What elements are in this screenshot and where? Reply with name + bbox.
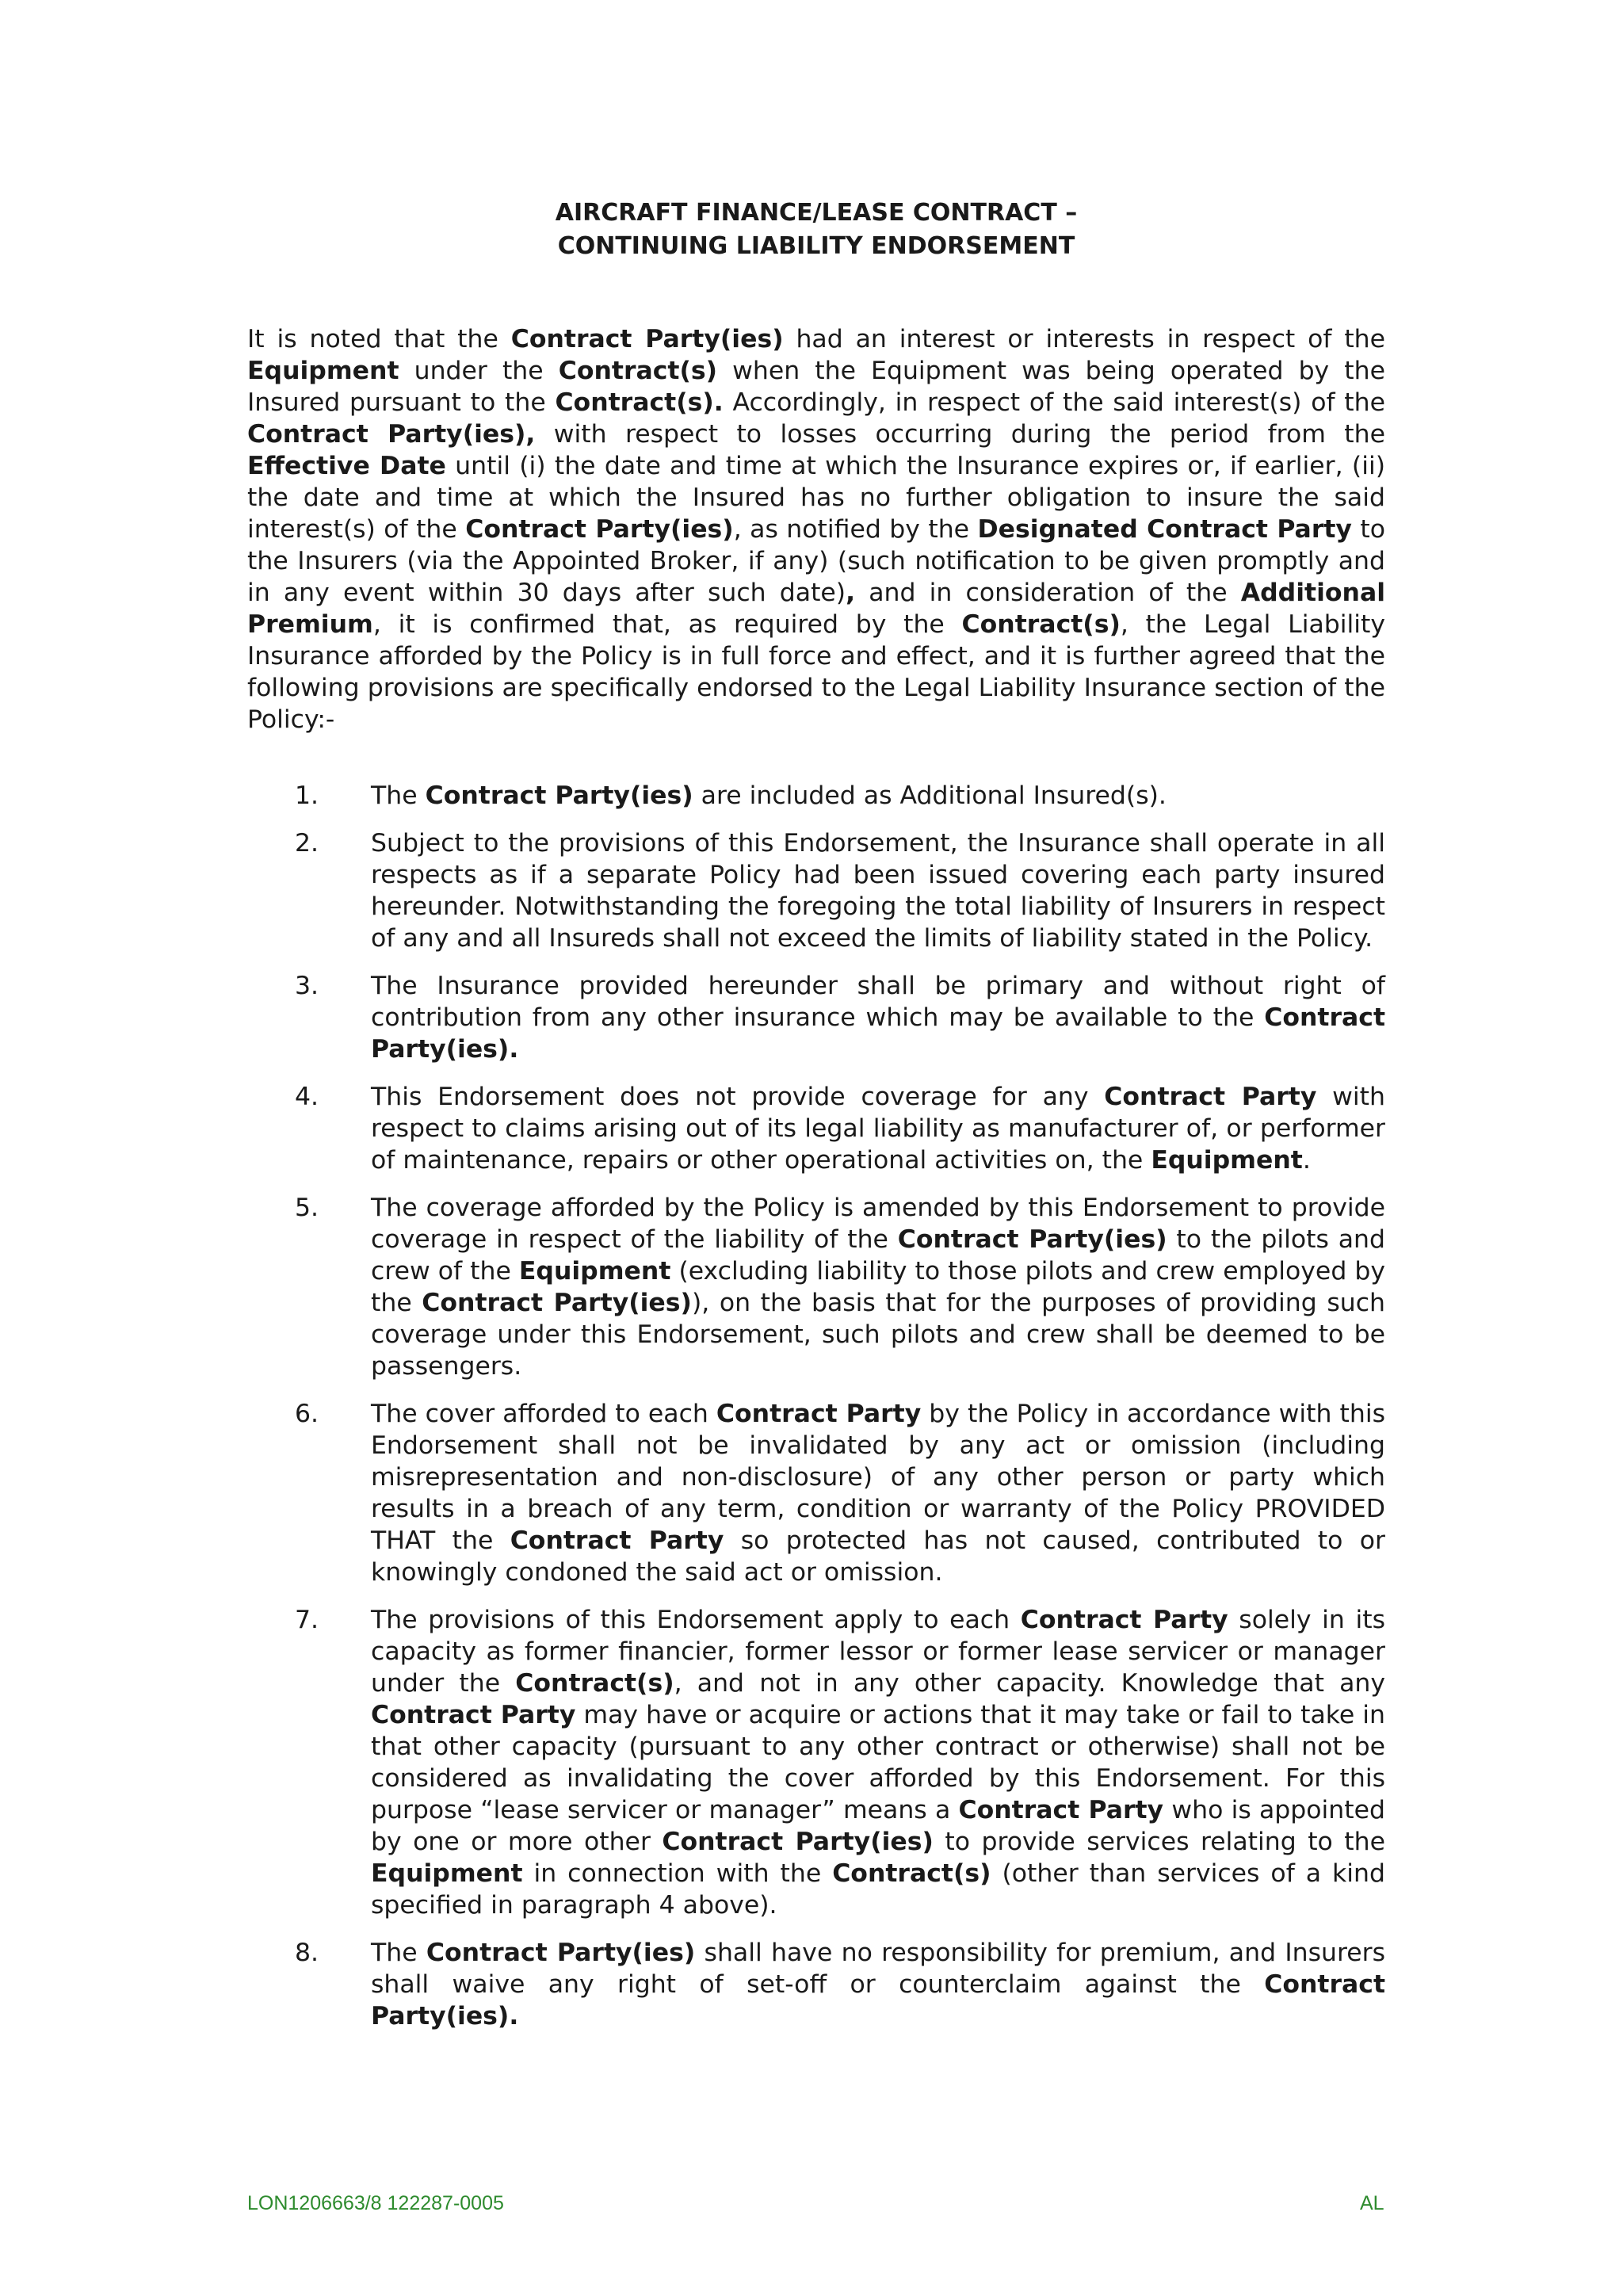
clause-number: 1.	[295, 781, 319, 810]
text-run: to provide services relating to the	[933, 1828, 1385, 1856]
text-run: The provisions of this Endorsement apply to each	[371, 1606, 1021, 1634]
defined-term: Contract Party	[510, 1526, 724, 1555]
clause-text	[371, 827, 1385, 954]
defined-term: Contract Party(ies).	[371, 1003, 1385, 1064]
defined-term: Contract Party(ies)	[465, 515, 734, 544]
clause-text	[371, 1604, 1385, 1921]
text-run: , it is confirmed that, as required by the	[372, 610, 962, 639]
defined-term: Contract(s)	[832, 1859, 991, 1888]
document-title	[247, 197, 1385, 263]
text-run: , as notified by the	[733, 515, 978, 544]
text-run: shall have no responsibility for premium, and Insurers shall waive any right of set-off or counterclaim against the	[371, 1939, 1385, 1999]
text-run: had an interest or interests in respect of the	[783, 325, 1386, 353]
footer-reference: LON1206663/8 122287-0005	[247, 2192, 504, 2214]
text-run: The coverage afforded by the Policy is amended by this Endorsement to provide coverage in respect of the liability of the	[371, 1194, 1385, 1254]
clause-text	[371, 1937, 1385, 2032]
clause-item	[247, 1398, 1385, 1588]
clause-item	[247, 827, 1385, 954]
clause-item	[247, 1937, 1385, 2032]
defined-term: Contract Party	[1020, 1606, 1228, 1634]
defined-term: Contract Party(ies)	[425, 781, 693, 810]
defined-term: Contract Party(ies)	[897, 1225, 1167, 1254]
clause-list	[247, 780, 1385, 2032]
text-run: who is appointed by one or more other	[371, 1796, 1385, 1856]
defined-term: Equipment	[518, 1257, 671, 1286]
clause-text	[371, 780, 1385, 812]
defined-term: Contract Party(ies)	[662, 1828, 934, 1856]
text-run: The	[371, 1939, 426, 1967]
text-run: ), on the basis that for the purposes of providing such coverage under this Endorsement, such pilots and crew shall be deemed to be passengers.	[371, 1289, 1385, 1381]
clause-number: 3.	[295, 972, 319, 1000]
defined-term: Contract Party	[1104, 1083, 1317, 1111]
document-page	[247, 197, 1385, 2048]
text-run: , and not in any other capacity. Knowledge that any	[674, 1669, 1385, 1698]
clause-item	[247, 1604, 1385, 1921]
text-run: Accordingly, in respect of the said interest(s) of the	[723, 388, 1385, 417]
clause-text	[371, 1192, 1385, 1382]
text-run: so protected has not caused, contributed to or knowingly condoned the said act or omission.	[371, 1526, 1385, 1587]
clause-item	[247, 970, 1385, 1065]
defined-term: Contract Party	[716, 1400, 922, 1428]
intro-paragraph	[247, 323, 1385, 735]
clause-text	[371, 1081, 1385, 1176]
defined-term: Designated Contract Party	[977, 515, 1352, 544]
text-run: solely in its capacity as former financier, former lessor or former lease servicer or manager under the	[371, 1606, 1385, 1698]
text-run: with respect to claims arising out of its legal liability as manufacturer of, or performer of maintenance, repairs or other operational activities on, the	[371, 1083, 1385, 1175]
clause-number: 2.	[295, 829, 319, 858]
text-run: under the	[399, 357, 559, 385]
text-run: are included as Additional Insured(s).	[693, 781, 1167, 810]
text-run: Subject to the provisions of this Endorsement, the Insurance shall operate in all respects as if a separate Policy had been issued covering each party insured hereunder. Notwithstanding the foregoing the total liability of Insurers in respect of any and all Insureds shall not exceed the limits of liability stated in the Policy.	[371, 829, 1385, 953]
text-run: in connection with the	[522, 1859, 833, 1888]
clause-number: 7.	[295, 1606, 319, 1634]
clause-number: 8.	[295, 1939, 319, 1967]
text-run: The	[371, 781, 426, 810]
text-run: (other than services of a kind specified in paragraph 4 above).	[371, 1859, 1385, 1920]
defined-term: Equipment	[247, 357, 399, 385]
text-run: The cover afforded to each	[371, 1400, 716, 1428]
clause-item	[247, 1081, 1385, 1176]
clause-text	[371, 970, 1385, 1065]
clause-text	[371, 1398, 1385, 1588]
text-run: to the Insurers (via the Appointed Broker, if any) (such notification to be given promptly and in any event within 30 days after such date)	[247, 515, 1386, 607]
defined-term: Contract Party(ies)	[422, 1289, 692, 1317]
defined-term: Contract Party(ies)	[426, 1939, 696, 1967]
text-run: until (i) the date and time at which the Insurance expires or, if earlier, (ii) the date and time at which the Insured has no further obligation to insure the said interest(s) of the	[247, 452, 1385, 544]
text-run: may have or acquire or actions that it may take or fail to take in that other capacity (pursuant to any other contract or otherwise) shall not be considered as invalidating the cover afforded by this Endorsement. For this purpose “lease servicer or manager” means a	[371, 1701, 1385, 1824]
text-run: The Insurance provided hereunder shall be primary and without right of contribution from any other insurance which may be available to the	[371, 972, 1385, 1032]
footer-initials: AL	[1360, 2192, 1384, 2214]
text-run: by the Policy in accordance with this Endorsement shall not be invalidated by any act or omission (including misrepresentation and non-disclosure) of any other person or party which results in a breach of any term, condition or warranty of the Policy PROVIDED THAT the	[371, 1400, 1385, 1555]
defined-term: Contract Party(ies)	[510, 325, 784, 353]
defined-term: Contract Party	[371, 1701, 576, 1729]
clause-number: 6.	[295, 1400, 319, 1428]
defined-term: Equipment	[371, 1859, 523, 1888]
defined-term: Contract(s)	[558, 357, 718, 385]
clause-item	[247, 1192, 1385, 1382]
defined-term: Contract(s)	[515, 1669, 674, 1698]
defined-term: Contract Party(ies),	[247, 420, 536, 449]
text-run: when the Equipment was being operated by the Insured pursuant to the	[247, 357, 1385, 417]
title-line-2: CONTINUING LIABILITY ENDORSEMENT	[557, 232, 1075, 260]
defined-term: Contract Party	[958, 1796, 1164, 1824]
clause-item	[247, 780, 1385, 812]
text-run: , the Legal Liability Insurance afforded by the Policy is in full force and effect, and it is further agreed that the following provisions are specifically endorsed to the Legal Liability Insurance section of the Policy:-	[247, 610, 1385, 734]
defined-term: Contract(s).	[555, 388, 724, 417]
defined-term: Equipment	[1151, 1146, 1303, 1175]
defined-term: Contract Party(ies).	[371, 1970, 1385, 2030]
clause-number: 4.	[295, 1083, 319, 1111]
defined-term: Additional Premium	[247, 579, 1385, 639]
defined-term: ,	[846, 579, 856, 607]
text-run: to the pilots and crew of the	[371, 1225, 1385, 1286]
defined-term: Contract(s)	[961, 610, 1121, 639]
title-line-1: AIRCRAFT FINANCE/LEASE CONTRACT –	[555, 199, 1078, 227]
text-run: This Endorsement does not provide coverage for any	[371, 1083, 1105, 1111]
text-run: .	[1302, 1146, 1311, 1175]
text-run: (excluding liability to those pilots and crew employed by the	[371, 1257, 1385, 1317]
defined-term: Effective Date	[247, 452, 446, 480]
text-run: It is noted that the	[247, 325, 511, 353]
text-run: with respect to losses occurring during the period from the	[535, 420, 1385, 449]
clause-number: 5.	[295, 1194, 319, 1222]
text-run: and in consideration of the	[855, 579, 1241, 607]
